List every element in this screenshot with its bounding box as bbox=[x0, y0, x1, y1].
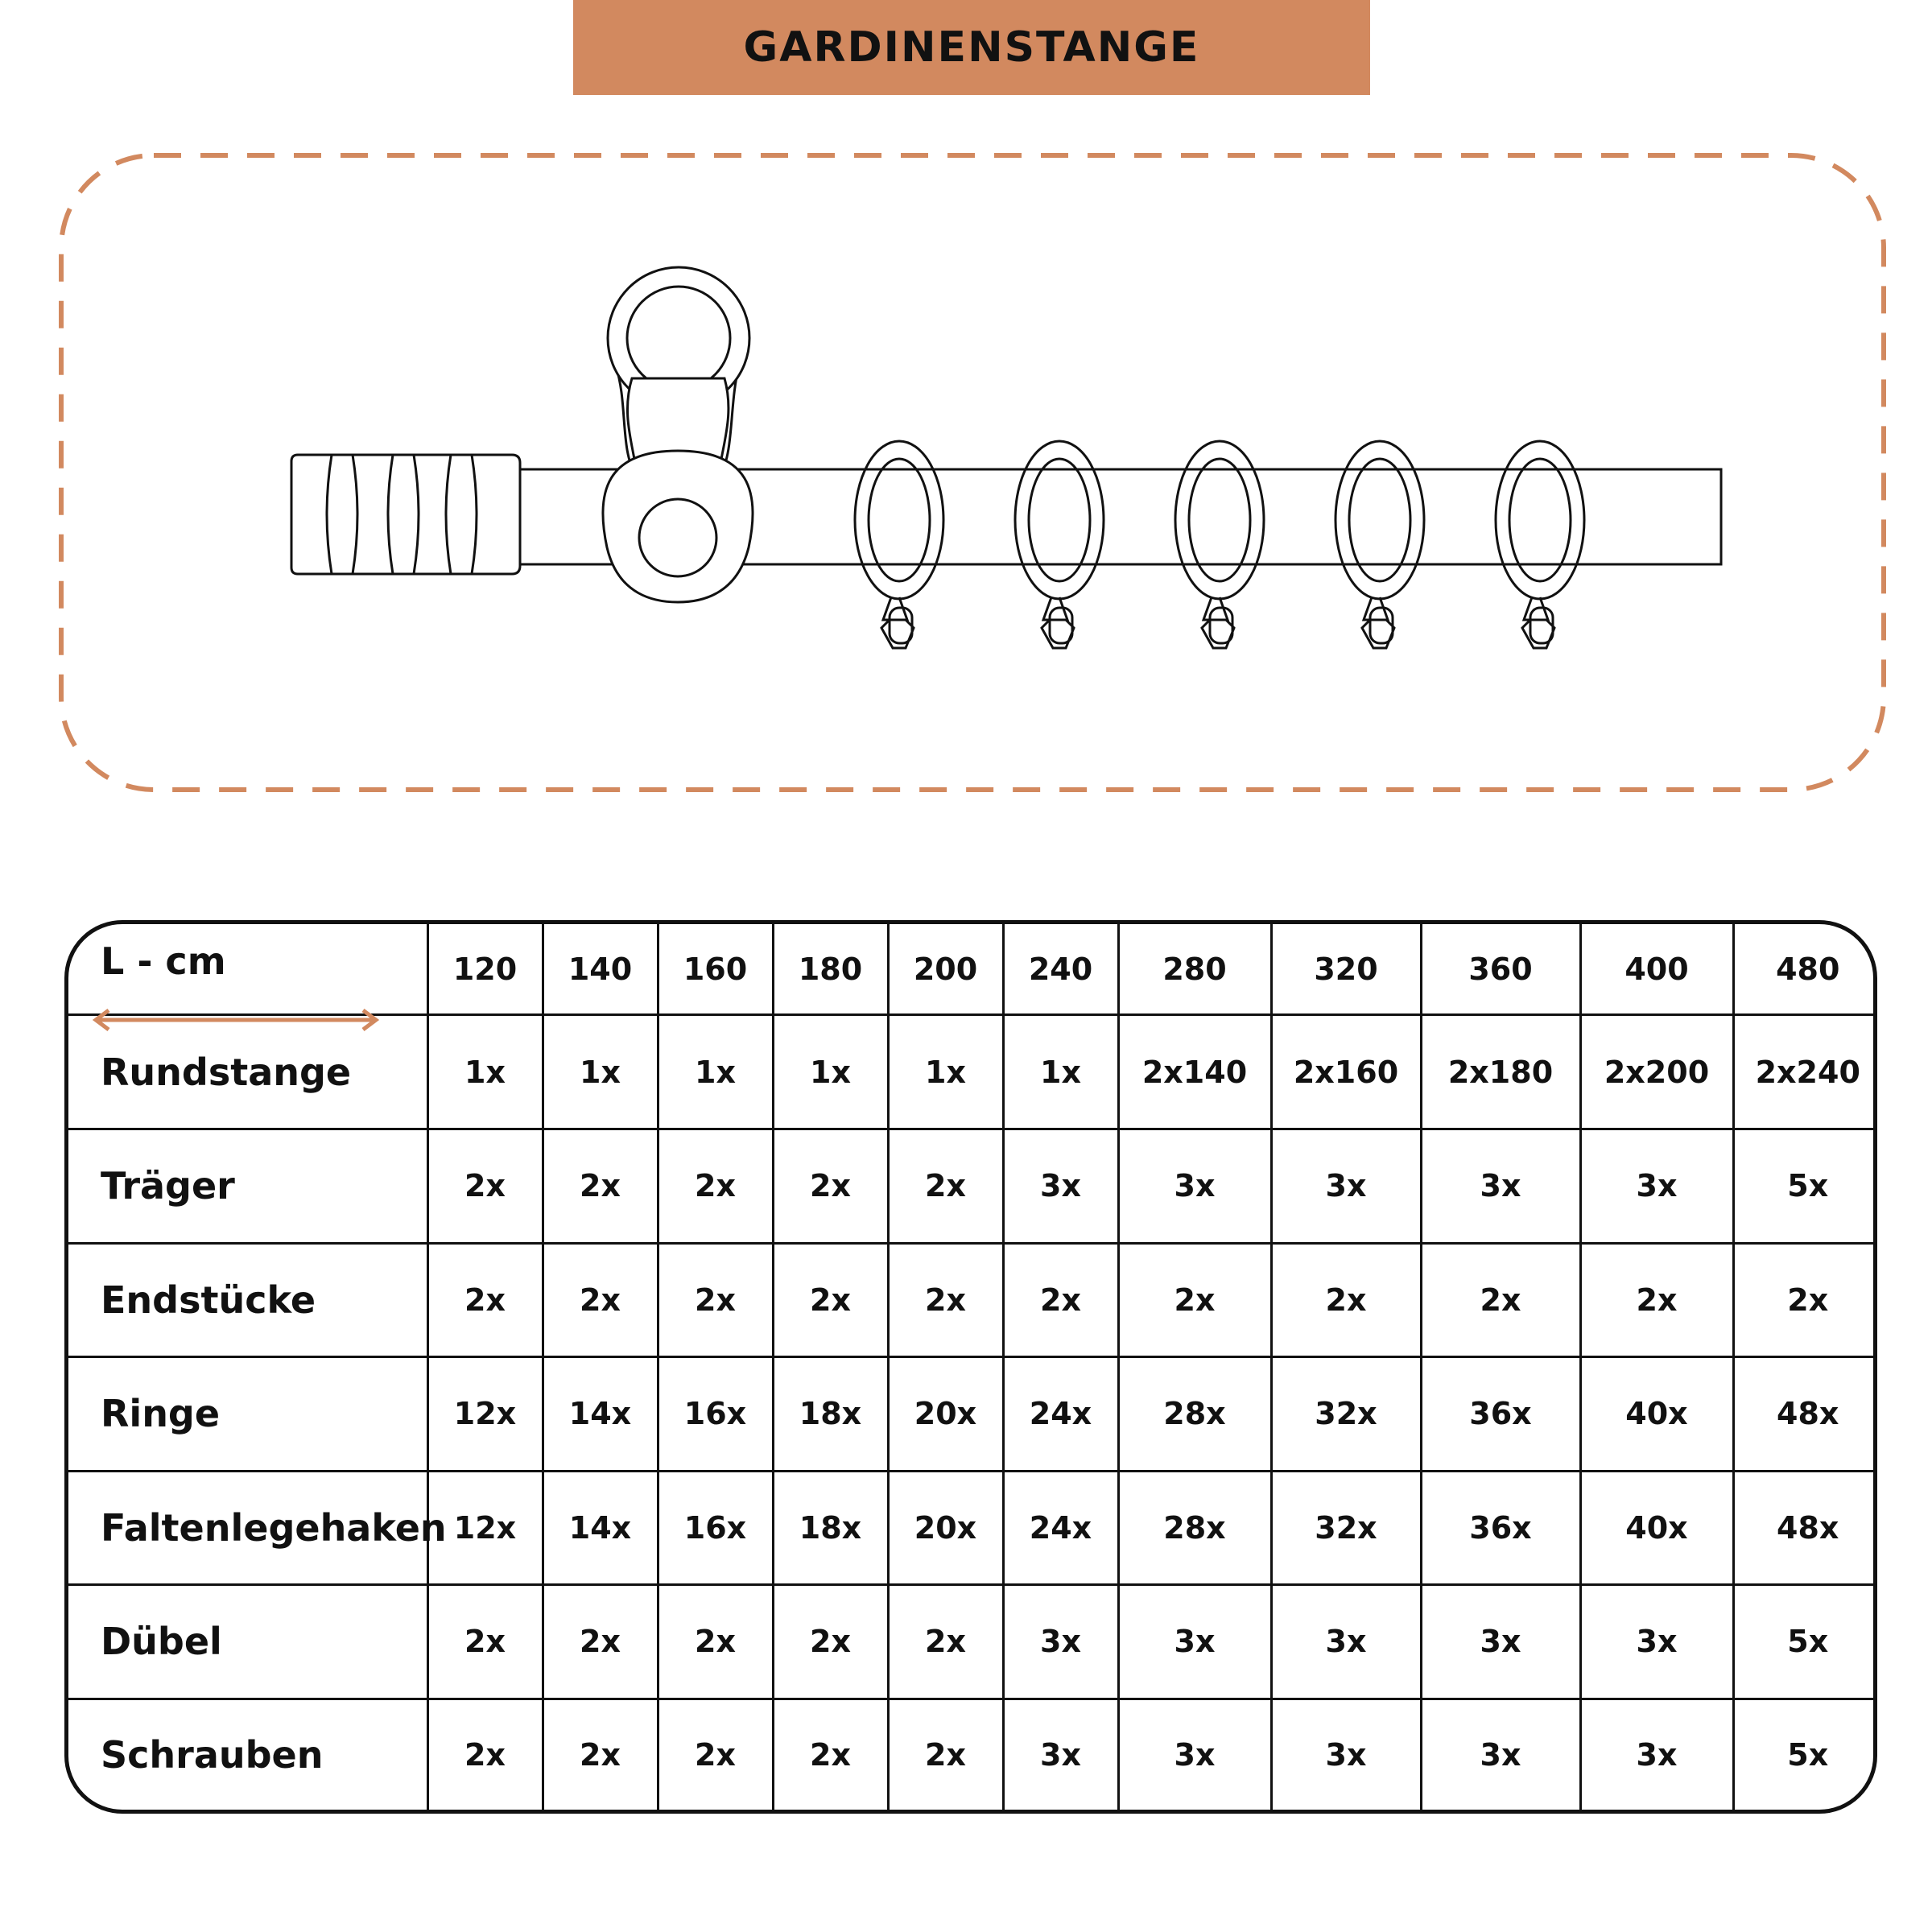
parts-table-grid bbox=[68, 924, 1877, 1810]
table-cell: 2x bbox=[773, 1243, 888, 1357]
column-header: 200 bbox=[888, 924, 1003, 1015]
table-row bbox=[68, 1585, 1877, 1699]
table-cell: 14x bbox=[543, 1357, 658, 1472]
table-cell: 40x bbox=[1580, 1357, 1733, 1472]
row-label: Rundstange bbox=[68, 1015, 427, 1129]
table-row bbox=[68, 1015, 1877, 1129]
table-row bbox=[68, 1471, 1877, 1585]
column-header: 180 bbox=[773, 924, 888, 1015]
table-cell: 24x bbox=[1003, 1357, 1118, 1472]
table-row bbox=[68, 1243, 1877, 1357]
table-cell: 1x bbox=[427, 1015, 543, 1129]
table-cell: 3x bbox=[1580, 1129, 1733, 1244]
table-cell: 2x bbox=[543, 1699, 658, 1810]
table-cell: 12x bbox=[427, 1471, 543, 1585]
table-cell: 2x bbox=[543, 1243, 658, 1357]
table-cell: 2x bbox=[427, 1243, 543, 1357]
table-cell: 2x bbox=[888, 1585, 1003, 1699]
table-cell: 2x bbox=[1421, 1243, 1580, 1357]
table-cell: 2x bbox=[658, 1129, 773, 1244]
column-header: 140 bbox=[543, 924, 658, 1015]
row-label: Faltenlegehaken bbox=[68, 1471, 427, 1585]
table-cell: 36x bbox=[1421, 1357, 1580, 1472]
column-header: 400 bbox=[1580, 924, 1733, 1015]
table-cell: 2x bbox=[427, 1585, 543, 1699]
table-cell: 32x bbox=[1271, 1357, 1421, 1472]
table-cell: 2x160 bbox=[1271, 1015, 1421, 1129]
row-label: Ringe bbox=[68, 1357, 427, 1472]
table-cell: 2x bbox=[427, 1699, 543, 1810]
table-cell: 3x bbox=[1003, 1699, 1118, 1810]
table-cell: 2x bbox=[543, 1129, 658, 1244]
table-cell: 2x bbox=[888, 1243, 1003, 1357]
table-cell: 2x bbox=[658, 1243, 773, 1357]
table-cell: 28x bbox=[1118, 1357, 1271, 1472]
table-cell: 3x bbox=[1580, 1699, 1733, 1810]
table-cell: 3x bbox=[1580, 1585, 1733, 1699]
table-cell: 3x bbox=[1118, 1585, 1271, 1699]
column-header: 480 bbox=[1733, 924, 1877, 1015]
table-cell: 32x bbox=[1271, 1471, 1421, 1585]
table-header-row bbox=[68, 924, 1877, 1015]
page-title: GARDINENSTANGE bbox=[743, 23, 1200, 72]
table-cell: 2x bbox=[1118, 1243, 1271, 1357]
table-cell: 20x bbox=[888, 1357, 1003, 1472]
table-cell: 40x bbox=[1580, 1471, 1733, 1585]
table-cell: 2x bbox=[773, 1129, 888, 1244]
table-cell: 36x bbox=[1421, 1471, 1580, 1585]
table-body bbox=[68, 924, 1877, 1810]
table-cell: 2x bbox=[773, 1585, 888, 1699]
table-cell: 18x bbox=[773, 1471, 888, 1585]
column-header: 240 bbox=[1003, 924, 1118, 1015]
column-header: 160 bbox=[658, 924, 773, 1015]
table-row bbox=[68, 1699, 1877, 1810]
table-cell: 5x bbox=[1733, 1585, 1877, 1699]
column-header: 280 bbox=[1118, 924, 1271, 1015]
column-header: 320 bbox=[1271, 924, 1421, 1015]
table-cell: 1x bbox=[658, 1015, 773, 1129]
table-cell: 14x bbox=[543, 1471, 658, 1585]
table-cell: 2x bbox=[543, 1585, 658, 1699]
finial-icon bbox=[291, 455, 520, 574]
table-cell: 2x bbox=[888, 1699, 1003, 1810]
parts-table bbox=[64, 920, 1877, 1814]
table-cell: 5x bbox=[1733, 1699, 1877, 1810]
table-cell: 1x bbox=[543, 1015, 658, 1129]
table-cell: 5x bbox=[1733, 1129, 1877, 1244]
table-cell: 2x bbox=[658, 1699, 773, 1810]
table-cell: 16x bbox=[658, 1357, 773, 1472]
row-label: Schrauben bbox=[68, 1699, 427, 1810]
table-cell: 48x bbox=[1733, 1357, 1877, 1472]
table-row bbox=[68, 1129, 1877, 1244]
table-cell: 2x200 bbox=[1580, 1015, 1733, 1129]
double-arrow-icon bbox=[91, 1008, 381, 1032]
table-cell: 1x bbox=[1003, 1015, 1118, 1129]
table-cell: 1x bbox=[888, 1015, 1003, 1129]
bracket-icon bbox=[603, 267, 753, 602]
table-cell: 3x bbox=[1421, 1129, 1580, 1244]
table-cell: 2x bbox=[1003, 1243, 1118, 1357]
column-header: 360 bbox=[1421, 924, 1580, 1015]
table-cell: 18x bbox=[773, 1357, 888, 1472]
column-header: 120 bbox=[427, 924, 543, 1015]
table-cell: 3x bbox=[1271, 1699, 1421, 1810]
corner-cell bbox=[68, 924, 427, 1015]
table-row bbox=[68, 1357, 1877, 1472]
table-cell: 3x bbox=[1118, 1129, 1271, 1244]
table-cell: 2x bbox=[1271, 1243, 1421, 1357]
table-cell: 2x bbox=[773, 1699, 888, 1810]
table-cell: 2x bbox=[888, 1129, 1003, 1244]
table-cell: 48x bbox=[1733, 1471, 1877, 1585]
table-cell: 28x bbox=[1118, 1471, 1271, 1585]
row-label: Dübel bbox=[68, 1585, 427, 1699]
length-label: L - cm bbox=[101, 939, 226, 983]
curtain-rod-icon bbox=[291, 267, 1721, 602]
table-cell: 3x bbox=[1421, 1585, 1580, 1699]
curtain-rod-illustration bbox=[0, 0, 1932, 845]
table-cell: 3x bbox=[1118, 1699, 1271, 1810]
table-cell: 2x bbox=[1733, 1243, 1877, 1357]
row-label: Endstücke bbox=[68, 1243, 427, 1357]
table-cell: 2x bbox=[658, 1585, 773, 1699]
table-cell: 3x bbox=[1003, 1585, 1118, 1699]
table-cell: 2x bbox=[1580, 1243, 1733, 1357]
row-label: Träger bbox=[68, 1129, 427, 1244]
table-cell: 2x180 bbox=[1421, 1015, 1580, 1129]
table-cell: 2x bbox=[427, 1129, 543, 1244]
table-cell: 3x bbox=[1421, 1699, 1580, 1810]
table-cell: 2x240 bbox=[1733, 1015, 1877, 1129]
table-cell: 3x bbox=[1003, 1129, 1118, 1244]
table-cell: 12x bbox=[427, 1357, 543, 1472]
table-cell: 3x bbox=[1271, 1129, 1421, 1244]
table-cell: 24x bbox=[1003, 1471, 1118, 1585]
table-cell: 1x bbox=[773, 1015, 888, 1129]
table-cell: 16x bbox=[658, 1471, 773, 1585]
table-cell: 3x bbox=[1271, 1585, 1421, 1699]
table-cell: 20x bbox=[888, 1471, 1003, 1585]
table-cell: 2x140 bbox=[1118, 1015, 1271, 1129]
